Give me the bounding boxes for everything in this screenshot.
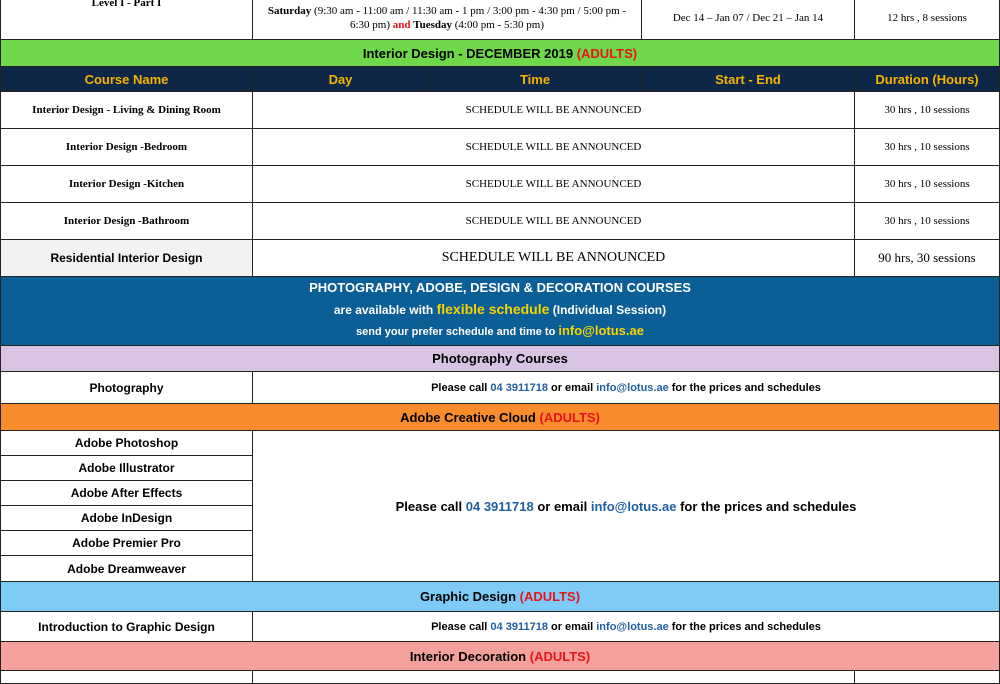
schedule-text: SCHEDULE WILL BE ANNOUNCED [252, 165, 855, 203]
interior-decoration-row [0, 670, 1000, 684]
phone-link[interactable]: 04 3911718 [465, 498, 534, 514]
schedule-text: SCHEDULE WILL BE ANNOUNCED [252, 128, 855, 166]
start-end-cell [641, 0, 855, 40]
course-name: Residential Interior Design [0, 239, 253, 277]
header-day: Day [252, 66, 429, 92]
course-name: Adobe Photoshop [0, 430, 253, 456]
email-link[interactable]: info@lotus.ae [558, 323, 644, 338]
day-time-text: Saturday (9:30 am - 11:00 am / 11:30 am - 1 pm / 3:00 pm - 4:30 pm / 5:00 pm - 6:30 pm) and Tuesday (4:00 pm - 5:30 pm) [267, 5, 627, 31]
banner-line-1: PHOTOGRAPHY, ADOBE, DESIGN & DECORATION COURSES [309, 280, 691, 295]
duration-text: 30 hrs , 10 sessions [854, 91, 1000, 129]
course-name-cell [0, 0, 253, 40]
adults-tag: (ADULTS) [529, 648, 591, 664]
header-duration: Duration (Hours) [854, 66, 1000, 92]
course-name: Adobe InDesign [0, 505, 253, 531]
course-name: Level I - Part I [91, 0, 162, 9]
phone-link[interactable]: 04 3911718 [490, 620, 548, 633]
course-name: Interior Design -Bedroom [0, 128, 253, 166]
duration-text: 30 hrs , 10 sessions [854, 165, 1000, 203]
banner-title: Interior Design - DECEMBER 2019 [362, 45, 574, 61]
graphic-design-banner [0, 581, 1000, 612]
email-link[interactable]: info@lotus.ae [596, 620, 669, 633]
banner-line-2: are available with flexible schedule (Individual Session) [333, 301, 667, 317]
header-time: Time [428, 66, 642, 92]
duration-cell [854, 0, 1000, 40]
banner-title: Interior Decoration [409, 648, 527, 664]
course-name: Adobe Illustrator [0, 455, 253, 481]
adults-tag: (ADULTS) [519, 589, 581, 604]
schedule-cell [252, 670, 855, 684]
contact-text: Please call 04 3911718 or email info@lotus.ae for the prices and schedules [252, 611, 1000, 642]
table-row [0, 128, 1000, 166]
email-link[interactable]: info@lotus.ae [596, 381, 669, 394]
course-name: Interior Design -Bathroom [0, 202, 253, 240]
table-row [0, 202, 1000, 240]
table-row [0, 91, 1000, 129]
banner-title: Photography Courses [432, 351, 568, 366]
duration-text: 30 hrs , 10 sessions [854, 128, 1000, 166]
interior-decoration-banner [0, 641, 1000, 671]
level1-part1-row [0, 0, 1000, 40]
start-end-text: Dec 14 – Jan 07 / Dec 21 – Jan 14 [672, 12, 824, 24]
adults-tag: (ADULTS) [539, 409, 600, 425]
schedule-text: SCHEDULE WILL BE ANNOUNCED [252, 239, 855, 277]
course-name: Adobe After Effects [0, 480, 253, 506]
banner-line-3: send your prefer schedule and time to info@lotus.ae [356, 323, 644, 338]
schedule-text: SCHEDULE WILL BE ANNOUNCED [252, 91, 855, 129]
header-start-end: Start - End [641, 66, 855, 92]
course-name: Adobe Premier Pro [0, 530, 253, 556]
schedule-text: SCHEDULE WILL BE ANNOUNCED [252, 202, 855, 240]
contact-text: Please call 04 3911718 or email info@lotus.ae for the prices and schedules [252, 430, 1000, 582]
adobe-block [0, 430, 1000, 582]
adobe-banner [0, 403, 1000, 431]
course-name: Adobe Dreamweaver [0, 555, 253, 582]
contact-text: Please call 04 3911718 or email info@lotus.ae for the prices and schedules [252, 371, 1000, 404]
course-name: Interior Design - Living & Dining Room [0, 91, 253, 129]
course-name: Photography [0, 371, 253, 404]
photography-row [0, 371, 1000, 404]
banner-title: Graphic Design [419, 589, 517, 604]
table-row [0, 165, 1000, 203]
photography-banner [0, 345, 1000, 372]
course-name: Introduction to Graphic Design [0, 611, 253, 642]
banner-title: Adobe Creative Cloud [400, 409, 536, 425]
header-course-name: Course Name [0, 66, 253, 92]
flexible-schedule-banner [0, 276, 1000, 346]
duration-text: 30 hrs , 10 sessions [854, 202, 1000, 240]
duration-cell [854, 670, 1000, 684]
residential-row [0, 239, 1000, 277]
interior-design-banner [0, 39, 1000, 67]
course-name: Interior Design -Kitchen [0, 165, 253, 203]
graphic-design-row [0, 611, 1000, 642]
duration-text: 90 hrs, 30 sessions [854, 239, 1000, 277]
flexible-schedule-highlight: flexible schedule [436, 301, 550, 317]
day-time-cell [252, 0, 642, 40]
course-name-cell [0, 670, 253, 684]
email-link[interactable]: info@lotus.ae [590, 498, 677, 514]
table-header-row [0, 66, 1000, 92]
duration-text: 12 hrs , 8 sessions [887, 12, 967, 24]
phone-link[interactable]: 04 3911718 [490, 381, 548, 394]
adults-tag: (ADULTS) [576, 45, 638, 61]
